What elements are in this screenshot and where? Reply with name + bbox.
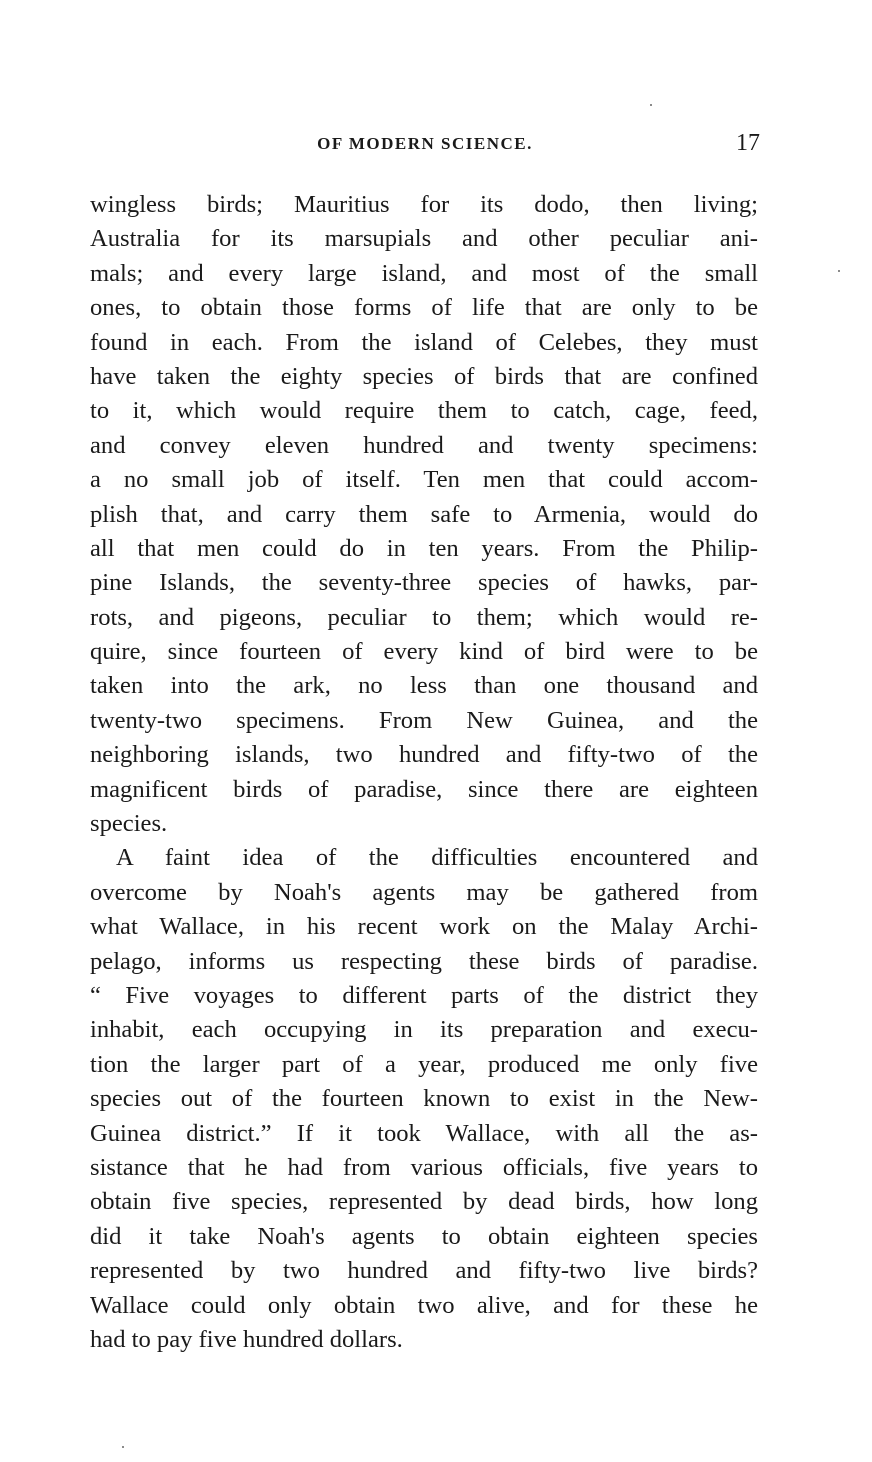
- text-line: inhabit, each occupying in its preparation and execu-: [90, 1016, 758, 1044]
- text-line: mals; and every large island, and most of the small: [90, 259, 758, 287]
- text-line: overcome by Noah's agents may be gathered from: [90, 878, 758, 906]
- text-line: Guinea district.” If it took Wallace, with all the as-: [90, 1119, 758, 1147]
- paper-speck: [650, 104, 652, 106]
- text-line: species.: [90, 810, 168, 838]
- text-line: neighboring islands, two hundred and fifty-two of the: [90, 741, 758, 769]
- text-line: magnificent birds of paradise, since there are eighteen: [90, 775, 758, 803]
- text-line: Wallace could only obtain two alive, and for these he: [90, 1291, 758, 1319]
- text-line: and convey eleven hundred and twenty specimens:: [90, 431, 758, 459]
- page-number: 17: [736, 130, 760, 156]
- text-line: a no small job of itself. Ten men that could accom-: [90, 466, 758, 494]
- text-line: what Wallace, in his recent work on the Malay Archi-: [90, 913, 758, 941]
- text-line: quire, since fourteen of every kind of bird were to be: [90, 638, 758, 666]
- body-text: [90, 188, 758, 1357]
- text-line: rots, and pigeons, peculiar to them; which would re-: [90, 603, 758, 631]
- text-line: wingless birds; Mauritius for its dodo, then living;: [90, 191, 758, 218]
- text-line: sistance that he had from various officials, five years to: [90, 1153, 758, 1181]
- text-line: ones, to obtain those forms of life that are only to be: [90, 294, 758, 322]
- text-line: plish that, and carry them safe to Armenia, would do: [90, 500, 758, 528]
- text-line: twenty-two specimens. From New Guinea, and the: [90, 706, 758, 734]
- running-title: OF MODERN SCIENCE.: [317, 134, 533, 153]
- text-line: pine Islands, the seventy-three species of hawks, par-: [90, 569, 758, 597]
- text-line: have taken the eighty species of birds that are confined: [90, 362, 758, 390]
- running-head: [90, 130, 760, 160]
- text-line: A faint idea of the difficulties encountered and: [116, 844, 758, 872]
- text-line: taken into the ark, no less than one thousand and: [90, 672, 758, 700]
- text-line: did it take Noah's agents to obtain eighteen species: [90, 1222, 758, 1250]
- text-line: found in each. From the island of Celebes, they must: [90, 328, 758, 356]
- paper-speck: [838, 270, 840, 272]
- text-line: obtain five species, represented by dead birds, how long: [90, 1188, 758, 1216]
- text-line: pelago, informs us respecting these birds of paradise.: [90, 947, 758, 975]
- text-line: Australia for its marsupials and other peculiar ani-: [90, 225, 758, 253]
- text-line: all that men could do in ten years. From the Philip-: [90, 534, 758, 562]
- text-line: represented by two hundred and fifty-two live birds?: [90, 1257, 758, 1285]
- text-line: had to pay five hundred dollars.: [90, 1325, 403, 1353]
- text-line: “ Five voyages to different parts of the district they: [90, 981, 758, 1009]
- text-line: species out of the fourteen known to exist in the New-: [90, 1085, 758, 1113]
- text-line: tion the larger part of a year, produced me only five: [90, 1050, 758, 1078]
- text-line: to it, which would require them to catch, cage, feed,: [90, 397, 758, 425]
- paper-speck: [122, 1446, 124, 1448]
